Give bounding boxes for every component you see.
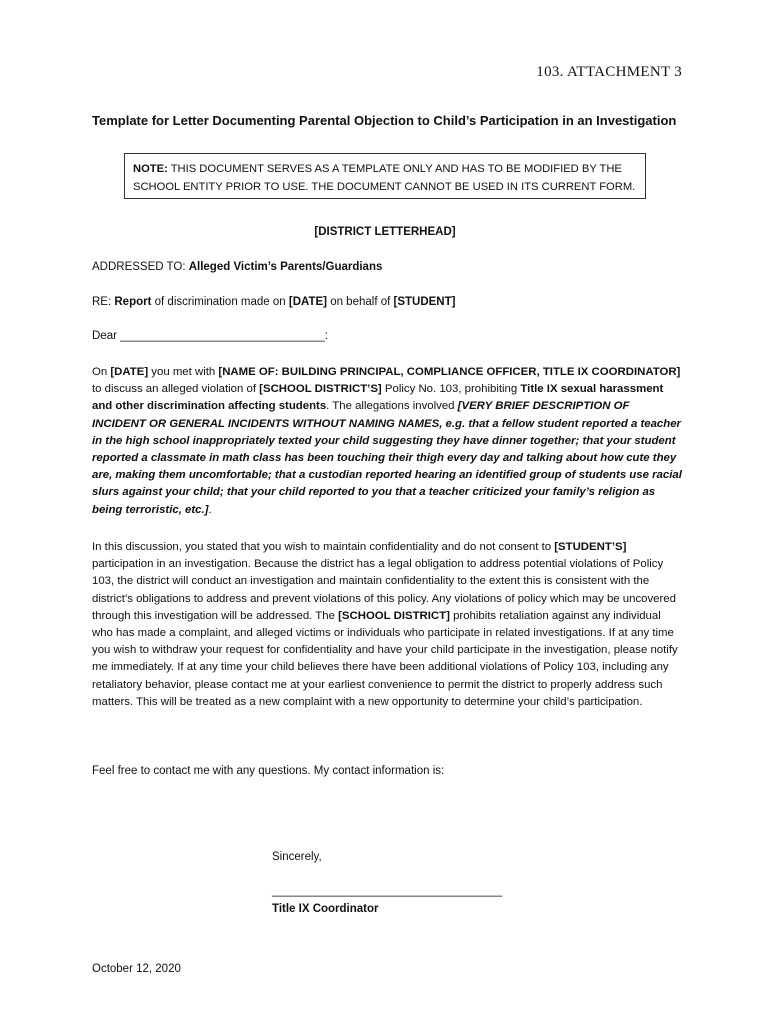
- footer-date: October 12, 2020: [92, 963, 181, 975]
- addressed-value: Alleged Victim’s Parents/Guardians: [188, 261, 383, 273]
- p2-text-2: participation in an investigation. Because the district has a legal obligation to address potential violations of Policy 103, the district will conduct an investigation and maintain confidentiality to the extent this is consistent with the district’s obligations to address and prevent violations of this policy. Any violations of policy which may be uncovered through this investigation will be addressed. The: [92, 558, 676, 622]
- p1-official-name: [NAME OF: BUILDING PRINCIPAL, COMPLIANCE OFFICER, TITLE IX COORDINATOR]: [218, 366, 681, 378]
- p1-text-1: On: [92, 366, 111, 378]
- p1-date: [DATE]: [110, 366, 149, 378]
- district-letterhead: [DISTRICT LETTERHEAD]: [314, 226, 456, 238]
- re-report: Report: [114, 296, 152, 308]
- p2-text-3: prohibits retaliation against any individual who has made a complaint, and alleged victims or individuals who participate in related investigations. If at any time you wish to withdraw your request for confidentiality and have your child participate in the investigation, please notify me immediately. If at any time your child believes there have been additional violations of Policy 103, including any retaliatory behavior, please contact me at your earliest convenience to permit the district to properly address such matters. This will be treated as a new complaint with a new opportunity to determine your child’s participation.: [92, 609, 678, 708]
- p1-text-6: .: [208, 503, 212, 516]
- note-text-1: THIS DOCUMENT SERVES AS A TEMPLATE ONLY AND HAS TO BE MODIFIED BY THE: [167, 163, 622, 175]
- salutation: Dear ________________________________:: [92, 330, 328, 342]
- addressed-to-line: [92, 261, 382, 273]
- re-label: RE:: [92, 296, 115, 308]
- closing-sincerely: Sincerely,: [272, 851, 322, 863]
- p1-text-4: Policy No. 103, prohibiting: [381, 383, 521, 396]
- signature-line: ____________________________________: [272, 885, 503, 897]
- paragraph-meeting: [92, 364, 682, 519]
- contact-line: Feel free to contact me with any questions. My contact information is:: [92, 765, 445, 777]
- p1-incident-description: [VERY BRIEF DESCRIPTION OF INCIDENT OR GENERAL INCIDENTS WITHOUT NAMING NAMES, e.g. that a fellow student reported a teacher in the high school inappropriately texted your child suggesting they have dinner together; that your student reported a classmate in math class has been touching their thigh every day and talking about how cute they are, making them uncomfortable; that a custodian reported hearing an identified group of students use racial slurs against your child; that your child reported to you that a teacher criticized your family’s religion as being terroristic, etc.]: [92, 400, 682, 516]
- re-line: [92, 296, 455, 308]
- p1-district: [SCHOOL DISTRICT’S]: [259, 383, 382, 396]
- p2-text-1: In this discussion, you stated that you wish to maintain confidentiality and do not consent to: [92, 541, 555, 553]
- re-student: [STUDENT]: [393, 296, 456, 308]
- addressed-label: ADDRESSED TO:: [92, 261, 189, 273]
- attachment-label: 103. ATTACHMENT 3: [536, 64, 682, 80]
- paragraph-confidentiality: [92, 539, 682, 711]
- p1-text-3: to discuss an alleged violation of: [92, 383, 260, 396]
- p1-text-2: you met with: [148, 366, 219, 378]
- re-text-2: on behalf of: [327, 296, 394, 308]
- note-line-1: [133, 160, 637, 178]
- note-box: [124, 153, 646, 199]
- p1-text-5: . The allegations involved: [326, 400, 458, 413]
- document-title: Template for Letter Documenting Parental Objection to Child’s Participation in an Investigation: [92, 113, 677, 128]
- note-label: NOTE:: [133, 163, 168, 175]
- re-date: [DATE]: [288, 296, 327, 308]
- p2-student: [STUDENT’S]: [554, 541, 627, 553]
- p1-policy-subject: Title IX sexual harassment and other discrimination affecting students: [92, 383, 664, 413]
- re-text-1: of discrimination made on: [151, 296, 289, 308]
- note-line-2: SCHOOL ENTITY PRIOR TO USE. THE DOCUMENT CANNOT BE USED IN ITS CURRENT FORM.: [133, 181, 636, 193]
- p2-district: [SCHOOL DISTRICT]: [338, 609, 450, 622]
- signer-title: Title IX Coordinator: [272, 903, 379, 915]
